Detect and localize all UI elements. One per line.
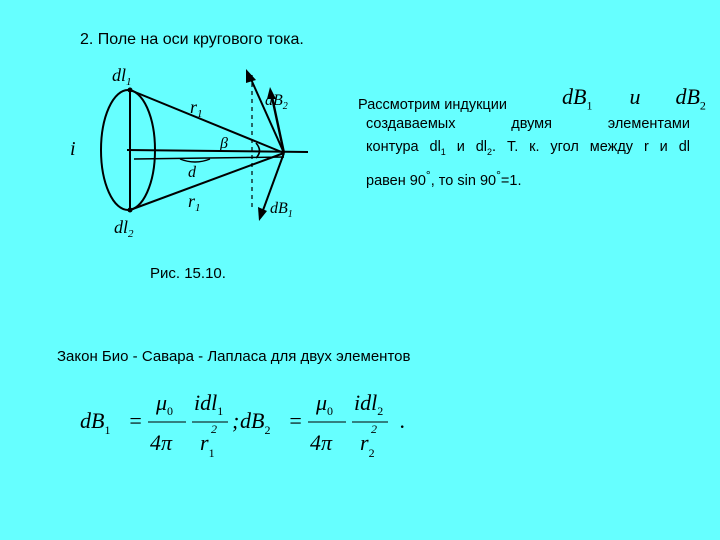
formula-eq-1: =	[128, 408, 143, 433]
formula-r2-sq: $r_2$	[360, 430, 375, 460]
intro-math: $dB_1$ и $dB_2$	[562, 84, 706, 113]
dl2-point	[128, 208, 133, 213]
formula-eq-2: =	[288, 408, 303, 433]
dl1-point	[128, 88, 133, 93]
circular-current-diagram	[60, 55, 330, 245]
dl1-label: $dl_1$	[112, 65, 132, 88]
formula-exp-2: 2	[371, 422, 377, 436]
r1-top-label: $r_1$	[190, 97, 203, 120]
formula-exp-1: 2	[211, 422, 217, 436]
dB1-arrowhead	[258, 207, 267, 221]
radius-line-bottom	[130, 153, 284, 210]
formula-dB2: $dB_2$	[240, 408, 271, 437]
formula-dB1: $dB_1$	[80, 408, 111, 437]
r1-bottom-label: $r_1$	[188, 191, 201, 214]
formula-4pi-1: 4π	[150, 430, 173, 455]
paragraph-line-1: создаваемых двумя элементами	[366, 116, 690, 132]
current-label: i	[70, 138, 76, 160]
formula-idl-1: idl$_1$	[194, 390, 224, 418]
biot-savart-formula	[70, 380, 430, 470]
intro-line	[358, 97, 507, 113]
explanation-paragraph	[366, 113, 690, 193]
formula-mu-1: $\mu_0$	[156, 390, 174, 418]
dB2-arrowhead	[246, 69, 256, 83]
law-title: Закон Био - Савара - Лапласа для двух элементов	[57, 348, 411, 365]
paragraph-line-3: равен 90°, то sin 90°=1.	[366, 167, 522, 189]
formula-4pi-2: 4π	[310, 430, 333, 455]
dB1-label: $dB_1$	[270, 200, 293, 220]
d-label: d	[188, 164, 196, 181]
dl2-label: $dl_2$	[114, 217, 134, 240]
formula-mu-2: $\mu_0$	[316, 390, 334, 418]
formula-end: .	[400, 408, 406, 433]
dB2-label: $dB_2$	[265, 92, 288, 112]
intro-text: Рассмотрим индукции	[358, 97, 507, 113]
d-brace	[180, 159, 210, 162]
formula-separator: ;	[232, 408, 240, 433]
formula-r1-sq: $r_1$	[200, 430, 215, 460]
beta-label: β	[220, 135, 228, 152]
paragraph-line-2: контура $dl_1$ и $dl_2$. Т. к. угол между r и dl	[366, 139, 690, 157]
figure-caption: Рис. 15.10.	[150, 265, 226, 282]
formula-idl-2: idl$_2$	[354, 390, 384, 418]
section-heading: 2. Поле на оси кругового тока.	[80, 31, 304, 48]
